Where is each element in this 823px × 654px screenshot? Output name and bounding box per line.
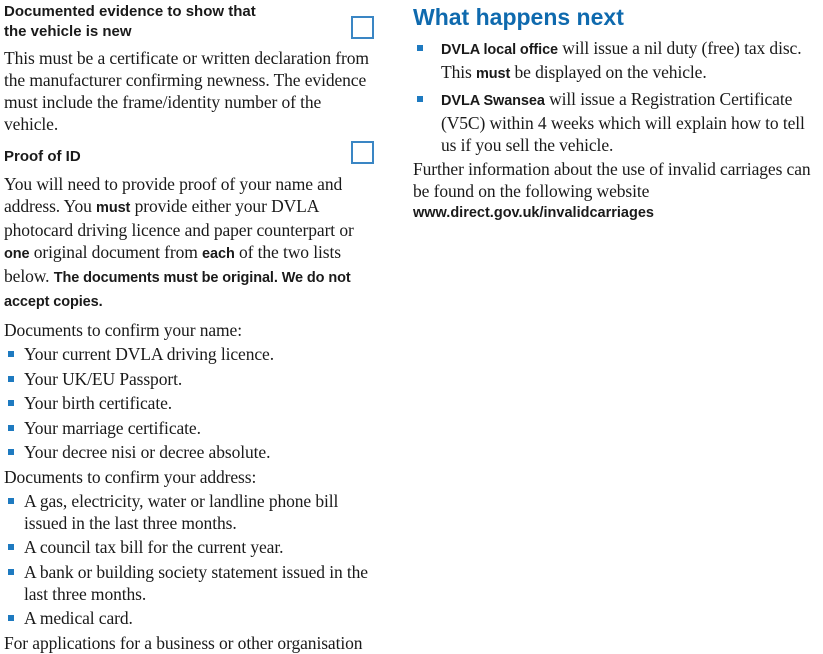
list-item-text: Your UK/EU Passport. [24,368,183,389]
bullet-icon [8,400,14,406]
name-docs-intro: Documents to confirm your name: [4,320,242,340]
proof-of-id-description [4,173,376,313]
list-item-text: A council tax bill for the current year. [24,537,284,557]
invalid-carriages-link[interactable]: www.direct.gov.uk/invalidcarriages [413,205,654,221]
bullet-icon [8,615,14,621]
list-item-text: Your marriage certificate. [24,417,201,438]
emphasis-each: each [202,246,235,262]
list-item [4,368,376,390]
bullet-icon [8,498,14,504]
next-steps-list [413,37,813,156]
list-item-text: Your decree nisi or decree absolute. [24,442,271,462]
new-vehicle-checkbox[interactable] [351,16,374,39]
bullet-icon [8,425,14,431]
left-column [4,0,376,654]
list-item-text: Your current DVLA driving licence. [24,344,274,364]
cutoff-paragraph: For applications for a business or other organisation [4,632,363,653]
emphasis-must: must [476,66,511,82]
address-docs-list [4,490,376,630]
heading-line-2: the vehicle is new [4,23,132,40]
text-segment: original document from [29,242,203,262]
emphasis-one: one [4,246,30,262]
list-item [4,536,376,558]
list-item-text: be displayed on the vehicle. [510,62,707,82]
text-segment: of the two lists below. [4,242,341,286]
bullet-icon [8,376,14,382]
right-column [413,0,813,224]
list-item-text: A bank or building society statement issued in the last three months. [24,561,368,604]
list-item-text: A gas, electricity, water or landline phone bill issued in the last three months. [24,490,339,533]
bullet-icon [8,351,14,357]
list-item [4,417,376,439]
list-item-text: will issue a Registration Certificate (V5C) within 4 weeks which will explain how to tell us if you sell the vehicle. [441,88,805,155]
list-item [4,392,376,414]
text-segment: You will need to provide proof of your name and address. You [4,174,343,216]
section-heading-new-vehicle [4,2,376,42]
list-item-bold: DVLA Swansea [441,92,545,109]
bullet-icon [8,569,14,575]
proof-of-id-checkbox[interactable] [351,141,374,164]
list-item [413,88,813,156]
list-item-text: A medical card. [24,608,133,628]
list-item [4,490,376,534]
new-vehicle-description: This must be a certificate or written declaration from the manufacturer confirming newness. The evidence must include the frame/identity number of the vehicle. [4,48,369,134]
what-happens-next-heading: What happens next [413,4,624,30]
list-item [4,343,376,365]
further-info-text: Further information about the use of invalid carriages can be found on the following website [413,159,811,201]
list-item-text: will issue a nil duty (free) tax disc. This [441,38,802,82]
bullet-icon [417,45,423,51]
list-item-bold: DVLA local office [441,42,559,58]
address-docs-intro: Documents to confirm your address: [4,466,257,487]
list-item [413,37,813,85]
bullet-icon [417,96,423,102]
text-segment: provide either your DVLA photocard driving licence and paper counterpart or [4,196,354,240]
heading-line-1: Documented evidence to show that [4,3,256,20]
section-heading-proof-of-id [4,147,376,167]
bullet-icon [8,449,14,455]
list-item [4,561,376,605]
list-item [4,607,376,629]
bullet-icon [8,544,14,550]
emphasis-originals-only: The documents must be original. We do not accept copies. [4,270,351,310]
list-item-text: Your birth certificate. [24,393,173,413]
emphasis-must: must [96,200,131,216]
list-item [4,441,376,463]
name-docs-list [4,343,376,463]
proof-of-id-heading: Proof of ID [4,148,81,165]
